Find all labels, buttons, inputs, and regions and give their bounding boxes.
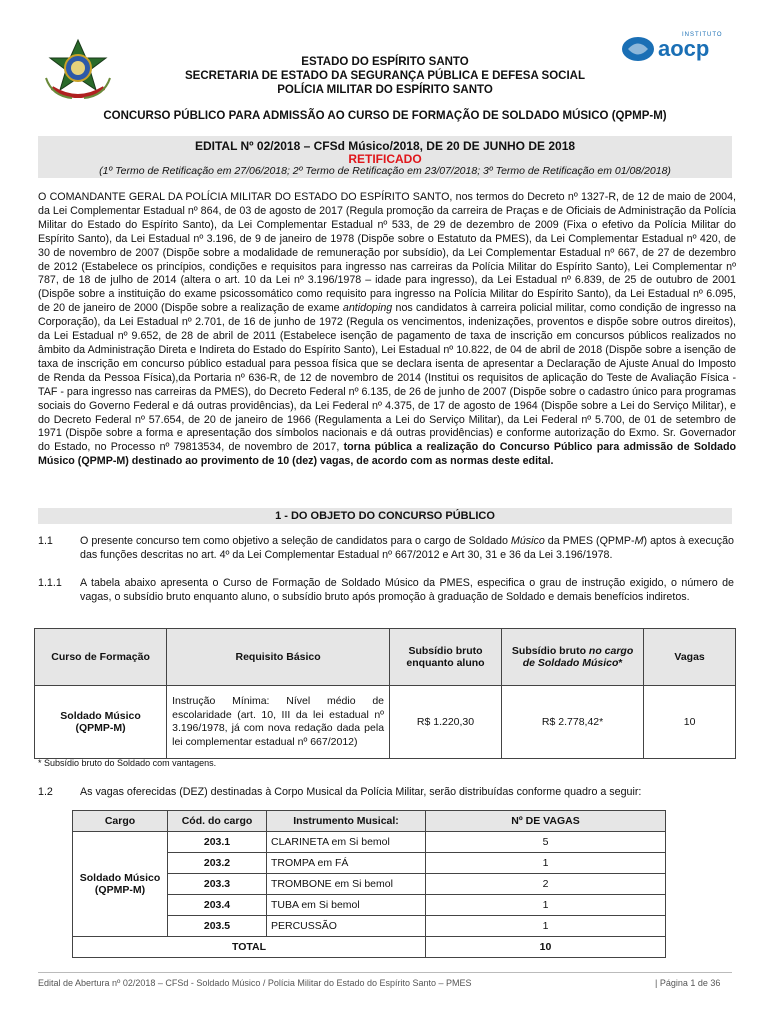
footer-divider	[38, 972, 732, 973]
header-police: POLÍCIA MILITAR DO ESPÍRITO SANTO	[277, 84, 493, 96]
th-subsidio-cargo-b: *	[618, 657, 623, 669]
td-vagas: 5	[426, 832, 666, 853]
edital-status: RETIFICADO	[348, 152, 422, 166]
item-1-1-1-number: 1.1.1	[38, 577, 62, 589]
header-state: ESTADO DO ESPÍRITO SANTO	[301, 56, 469, 68]
curso-table	[34, 628, 736, 759]
td-vagas: 1	[426, 895, 666, 916]
th-num-vagas: Nº DE VAGAS	[426, 811, 666, 832]
edital-retificacoes: (1º Termo de Retificação em 27/06/2018; 2º Termo de Retificação em 23/07/2018; 3º Termo de Retificação em 01/08/2018)	[99, 165, 671, 177]
table-row	[35, 686, 736, 759]
table-note: * Subsídio bruto do Soldado com vantagens.	[38, 758, 217, 768]
th-requisito: Requisito Básico	[167, 629, 390, 686]
item-1-1-italic-2: M	[634, 535, 644, 547]
item-1-1-1-text: A tabela abaixo apresenta o Curso de Formação de Soldado Músico da PMES, especifica o grau de instrução exigido, o número de vagas, o subsídio bruto enquanto aluno, o subsídio bruto após promoção à graduação de Soldado e demais benefícios indiretos.	[80, 577, 734, 603]
state-crest-logo	[42, 38, 114, 102]
td-subsidio-aluno: R$ 1.220,30	[390, 686, 502, 759]
item-1-1-text-b: da PMES (QPMP-	[544, 535, 635, 547]
th-vagas: Vagas	[644, 629, 736, 686]
vagas-table	[72, 810, 666, 958]
intro-part2: nos candidatos à carreira policial militar, como condição de ingresso na Corporação), da Lei Estadual nº 2.701, de 16 de junho de 1972 (Regula os vencimentos, indenizações, proventos e dispõe sobre outros direitos), da Lei Estadual nº 9.652, de 28 de abril de 2011 (Estabelece isenção de pagamento de taxa de inscrição em concursos públicos realizados no âmbito da Administração Direta e Indireta do Estado do Espírito Santo), Lei Estadual nº 10.822, de 04 de abril de 2018 (Dispõe sobre a isenção de taxa de inscrição em concurso público estadual para pessoa física que se declara isenta de apresentar a Declaração de Ajuste Anual do Imposto de Renda da Pessoa Física),da Portaria nº 636-R, de 12 de novembro de 2014 (Institui os requisitos de aplicação do Teste de Avaliação Física - TAF - para ingresso nas carreiras da PMES), do Decreto Federal nº 6.135, de 26 de junho de 2007 (Dispõe sobre o cadastro único para programas sociais do Governo Federal e dá outras providências), da Lei Federal nº 4.375, de 17 de agosto de 1964 (Dispõe sobre a Lei do Serviço Militar), e do Decreto Federal nº 57.654, de 20 de janeiro de 1966 (Regulamenta a Lei do Serviço Militar), da Lei Federal nº 5.700, de 01 de setembro de 1971 (Dispõe sobre a forma e apresentação dos símbolos nacionais e dá outras providências) e conforme autorização do Exmo. Sr. Governador do Estado, no Processo nº 79813534, de novembro de 2017,	[38, 302, 736, 454]
table-row	[73, 832, 666, 853]
td-instrumento: CLARINETA em Si bemol	[267, 832, 426, 853]
section-1-title: 1 - DO OBJETO DO CONCURSO PÚBLICO	[38, 508, 732, 524]
td-subsidio-cargo: R$ 2.778,42*	[501, 686, 643, 759]
table-total-row	[73, 937, 666, 958]
td-instrumento: TROMPA em FÁ	[267, 853, 426, 874]
td-cargo: Soldado Músico (QPMP-M)	[73, 832, 168, 937]
item-1-2-text: As vagas oferecidas (DEZ) destinadas à Corpo Musical da Polícia Militar, serão distribuídas conforme quadro a seguir:	[80, 786, 642, 798]
item-1-1-text	[80, 535, 734, 563]
intro-bold-end: torna pública a realização do Concurso Público para admissão de Soldado Músico (QPMP-M) destinado ao provimento de 10 (dez) vagas, de acordo com as normas deste edital.	[38, 441, 736, 468]
td-cod: 203.1	[168, 832, 267, 853]
intro-paragraph	[38, 191, 736, 469]
td-curso: Soldado Músico (QPMP-M)	[35, 686, 167, 759]
td-cod: 203.5	[168, 916, 267, 937]
td-requisito: Instrução Mínima: Nível médio de escolaridade (art. 10, III da lei estadual nº 3.196/1978, já com nova redação dada pela lei complementar estadual nº 667/2012)	[167, 686, 390, 759]
td-total-label: TOTAL	[73, 937, 426, 958]
aocp-logo-small-text: INSTITUTO	[682, 32, 723, 38]
item-1-1-number: 1.1	[38, 535, 53, 547]
item-1-1-italic-1: Músico	[510, 535, 545, 547]
td-cod: 203.3	[168, 874, 267, 895]
item-1-1-text-c: ) aptos à execução das funções descritas no art. 4º da Lei Complementar Estadual nº 667/2012 e Art 30, 31 e 36 da Lei 3.196/1978.	[80, 535, 734, 561]
th-subsidio-cargo-a: Subsídio bruto	[511, 645, 589, 657]
aocp-logo-text: aocp	[658, 36, 710, 61]
intro-italic-word: antidoping	[342, 302, 393, 315]
td-total-value: 10	[426, 937, 666, 958]
td-vagas: 1	[426, 853, 666, 874]
edital-title: EDITAL Nº 02/2018 – CFSd Músico/2018, DE 20 DE JUNHO DE 2018	[194, 139, 576, 153]
footer-page-number: | Página 1 de 36	[655, 978, 721, 988]
intro-part1: O COMANDANTE GERAL DA POLÍCIA MILITAR DO ESTADO DO ESPÍRITO SANTO, nos termos do Decreto nº 1327-R, de 12 de maio de 2004, da Lei Complementar Estadual nº 864, de 03 de agosto de 2017 (Regula promoção da carreira de Praças e de Oficiais de Administração da Polícia Militar do Estado do Espírito Santo), da Lei Complementar Estadual nº 533, de 29 de dezembro de 2009 (Fixa o efetivo da Polícia Militar do Espírito Santo), da Lei Estadual nº 3.196, de 9 de janeiro de 1978 (Dispõe sobre o Estatuto da PMES), da Lei Complementar Estadual nº 420, de 30 de novembro de 2007 (Dispõe sobre a modalidade de remuneração por subsídio), da Lei Complementar Estadual nº 667, de 27 de dezembro de 2012 (Estabelece os princípios, condições e requisitos para ingresso nas carreiras da Polícia Militar do Espírito Santo), Lei Complementar nº 787, de 18 de julho de 2014 (altera o art. 10 da Lei nº 3.196/1978 – idade para ingresso), da Lei Estadual nº 6.839, de 25 de outubro de 2001 (Dispõe sobre a instituição do exame psicossomático como requisito para ingresso na Polícia Militar do Espírito Santo), da Lei Estadual nº 6.095, de 20 de janeiro de 2000 (Dispõe sobre a realização de exame	[38, 191, 736, 315]
th-subsidio-aluno: Subsídio bruto enquanto aluno	[390, 629, 502, 686]
td-instrumento: PERCUSSÃO	[267, 916, 426, 937]
td-vagas: 2	[426, 874, 666, 895]
td-instrumento: TROMBONE em Si bemol	[267, 874, 426, 895]
th-curso: Curso de Formação	[35, 629, 167, 686]
th-cod: Cód. do cargo	[168, 811, 267, 832]
td-instrumento: TUBA em Si bemol	[267, 895, 426, 916]
th-subsidio-cargo	[501, 629, 643, 686]
th-subsidio-cargo-italic: no cargo de Soldado Músico	[522, 645, 634, 669]
td-vagas: 10	[644, 686, 736, 759]
item-1-2-number: 1.2	[38, 786, 53, 798]
header-secretariat: SECRETARIA DE ESTADO DA SEGURANÇA PÚBLICA E DEFESA SOCIAL	[185, 70, 585, 82]
th-cargo: Cargo	[73, 811, 168, 832]
item-1-1-text-a: O presente concurso tem como objetivo a seleção de candidatos para o cargo de Soldado	[80, 535, 511, 547]
td-cod: 203.4	[168, 895, 267, 916]
edital-banner	[38, 136, 732, 178]
td-cod: 203.2	[168, 853, 267, 874]
concurso-title: CONCURSO PÚBLICO PARA ADMISSÃO AO CURSO DE FORMAÇÃO DE SOLDADO MÚSICO (QPMP-M)	[103, 110, 667, 122]
td-vagas: 1	[426, 916, 666, 937]
th-instrumento: Instrumento Musical:	[267, 811, 426, 832]
footer-left: Edital de Abertura nº 02/2018 – CFSd - Soldado Músico / Polícia Militar do Estado do Espírito Santo – PMES	[38, 978, 472, 988]
